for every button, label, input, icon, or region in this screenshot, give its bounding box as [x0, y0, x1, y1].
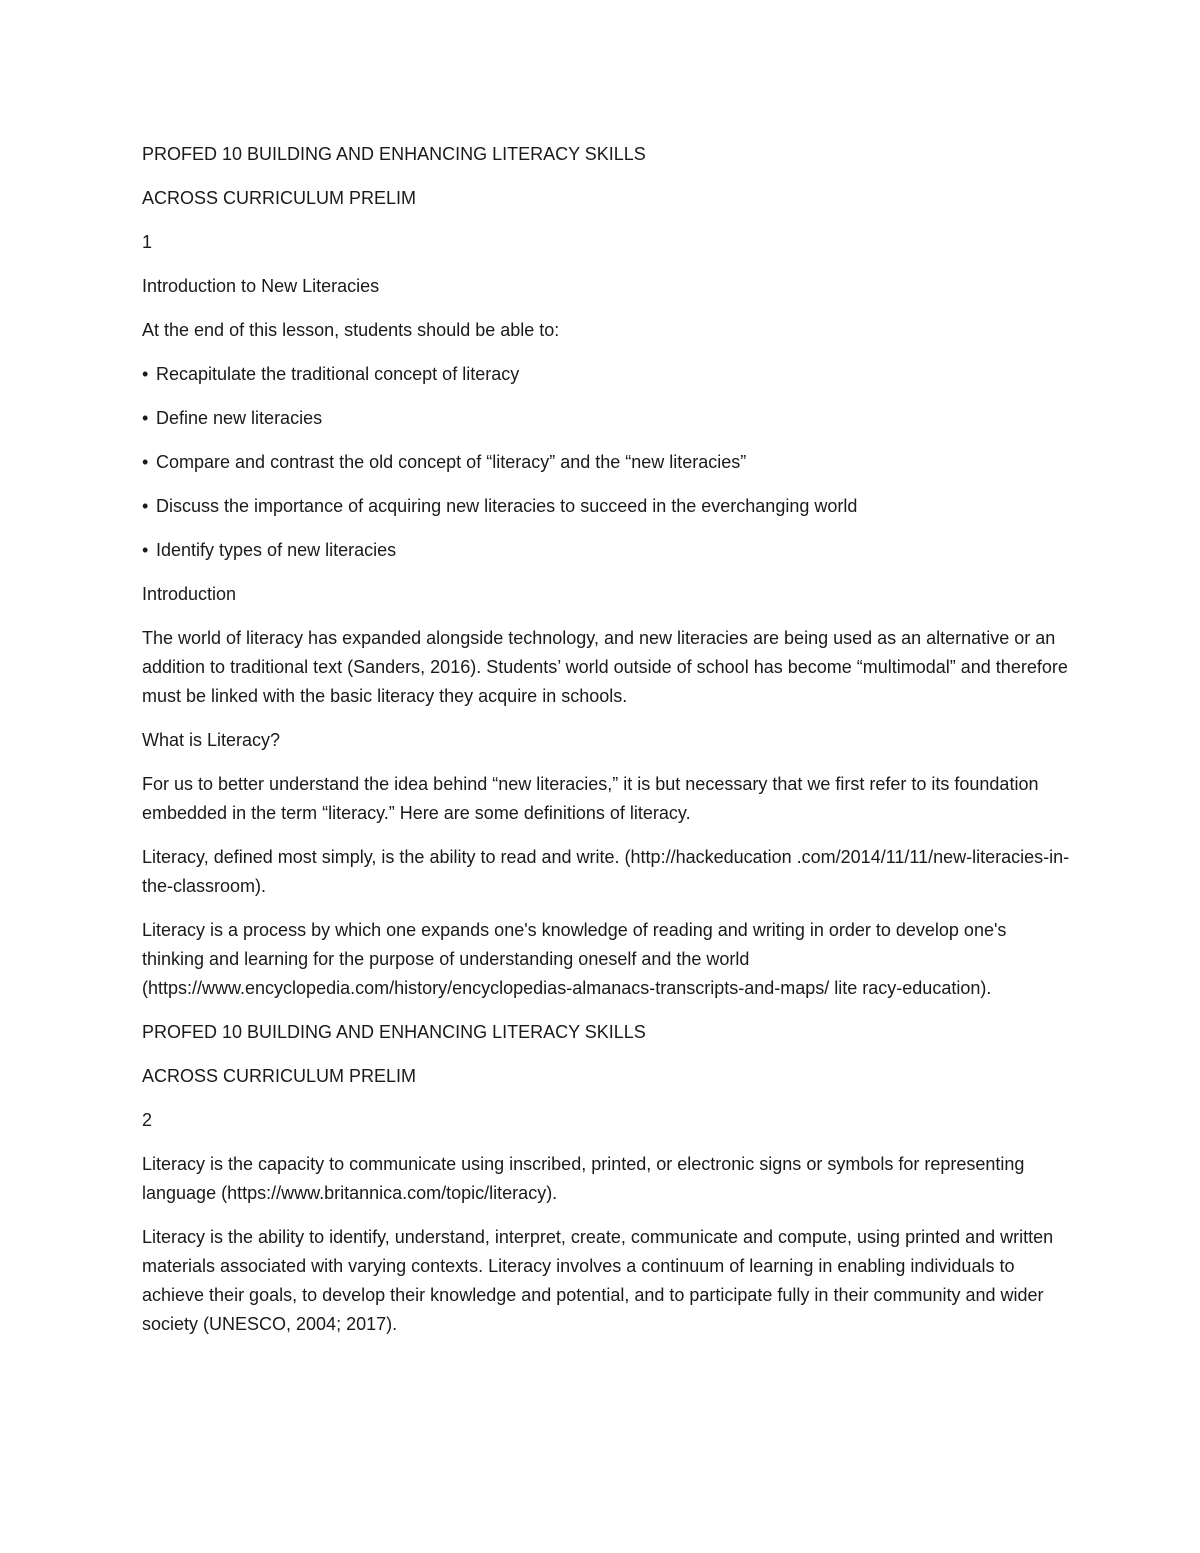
definition-paragraph: Literacy, defined most simply, is the ability to read and write. (http://hackeducation .com/2014/11/11/new-literacies-in-the-classroom). [142, 847, 1070, 896]
course-title-line-1: PROFED 10 BUILDING AND ENHANCING LITERACY SKILLS [142, 1022, 646, 1042]
objective-item: • Define new literacies [142, 404, 1072, 433]
definition-paragraph: Literacy is the ability to identify, understand, interpret, create, communicate and compute, using printed and written materials associated with varying contexts. Literacy involves a continuum of learning in enabling individuals to achieve their goals, to develop their knowledge and potential, and to participate fully in their community and wider society (UNESCO, 2004; 2017). [142, 1227, 1054, 1334]
what-is-literacy-heading: What is Literacy? [142, 730, 281, 750]
definition-paragraph: Literacy is the capacity to communicate using inscribed, printed, or electronic signs or symbols for representing language (https://www.britannica.com/topic/literacy). [142, 1154, 1025, 1203]
page-number: 2 [142, 1110, 153, 1130]
course-title-line-2: ACROSS CURRICULUM PRELIM [142, 188, 417, 208]
objective-item: • Discuss the importance of acquiring new literacies to succeed in the everchanging world [142, 492, 1072, 521]
definition-paragraph: Literacy is a process by which one expands one's knowledge of reading and writing in order to develop one's thinking and learning for the purpose of understanding oneself and the world (https://www.encyclopedia.com/history/encyclopedias-almanacs-transcripts-and-maps/ lite racy-education). [142, 920, 1007, 998]
objective-item: • Identify types of new literacies [142, 536, 1072, 565]
what-is-literacy-paragraph: For us to better understand the idea behind “new literacies,” it is but necessary that we first refer to its foundation embedded in the term “literacy.” Here are some definitions of literacy. [142, 774, 1039, 823]
introduction-paragraph: The world of literacy has expanded alongside technology, and new literacies are being used as an alternative or an addition to traditional text (Sanders, 2016). Students’ world outside of school has become “multimodal” and therefore must be linked with the basic literacy they acquire in schools. [142, 628, 1068, 706]
objectives-intro: At the end of this lesson, students should be able to: [142, 320, 560, 340]
introduction-heading: Introduction [142, 584, 237, 604]
lesson-title: Introduction to New Literacies [142, 276, 380, 296]
course-title-line-1: PROFED 10 BUILDING AND ENHANCING LITERACY SKILLS [142, 144, 646, 164]
objective-item: • Compare and contrast the old concept of “literacy” and the “new literacies” [142, 448, 1072, 477]
course-title-line-2: ACROSS CURRICULUM PRELIM [142, 1066, 417, 1086]
objective-item: • Recapitulate the traditional concept of literacy [142, 360, 1072, 389]
page-number: 1 [142, 232, 153, 252]
document-body [142, 140, 1072, 1354]
